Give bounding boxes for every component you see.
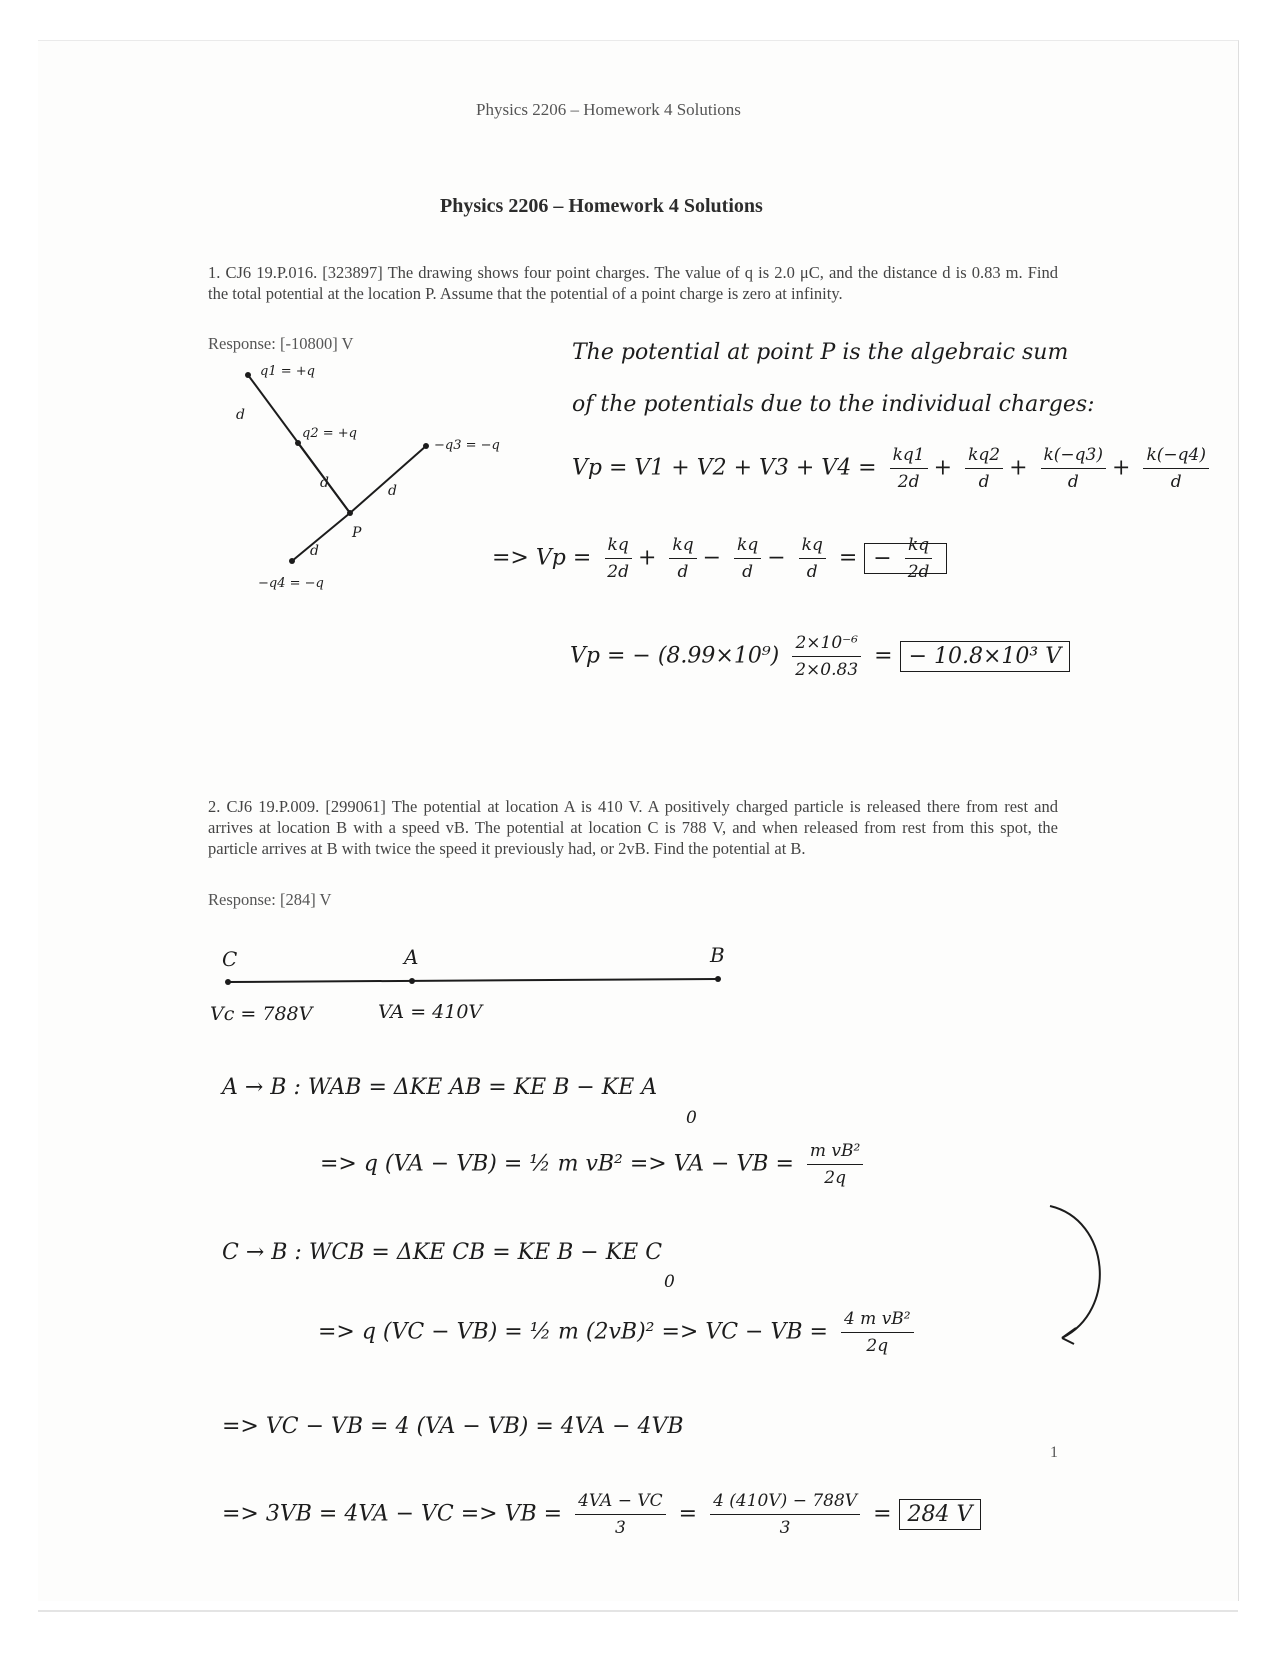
cab-line-diagram <box>210 940 750 1040</box>
problem-1-response: Response: [-10800] V <box>208 334 354 353</box>
problem-2-answer-box: 284 V <box>899 1499 982 1530</box>
page-title: Physics 2206 – Homework 4 Solutions <box>440 195 763 217</box>
sol1-line2: of the potentials due to the individual charges: <box>572 392 1095 417</box>
label-q4: −q4 = −q <box>258 576 324 591</box>
page-number: 1 <box>1050 1444 1058 1461</box>
sol2-step5: => VC − VB = 4 (VA − VB) = 4VA − 4VB <box>222 1414 684 1439</box>
charges-diagram <box>230 364 500 605</box>
label-q2: q2 = +q <box>302 426 357 441</box>
label-va: VA = 410V <box>378 1001 483 1023</box>
label-c: C <box>222 947 238 971</box>
label-d-4: d <box>310 543 319 559</box>
label-b: B <box>710 943 725 967</box>
label-a: A <box>404 945 419 969</box>
running-header: Physics 2206 – Homework 4 Solutions <box>476 100 741 119</box>
sol1-eq3: Vp = − (8.99×10⁹) $\frac{\text{2×10⁻⁶}}{2\times 0.83}$ = − 10.8×10³ V <box>570 630 1070 683</box>
label-p: P <box>352 525 362 541</box>
charge-q1-dot <box>245 372 251 378</box>
label-vc: Vc = 788V <box>210 1003 313 1025</box>
charge-q3-dot <box>423 443 429 449</box>
sol2-step1: A → B : WAB = ΔKE AB = KE B − KE A <box>222 1075 658 1100</box>
segment-q4-p <box>292 513 350 561</box>
sol2-step3: C → B : WCB = ΔKE CB = KE B − KE C <box>222 1240 663 1265</box>
problem-2-response: Response: [284] V <box>208 890 332 909</box>
point-a-dot <box>409 978 415 984</box>
sol2-step4: => q (VC − VB) = ½ m (2vB)² => VC − VB = $\frac{\text{4 m vB²}}{2q}$ <box>318 1306 920 1359</box>
label-q3: −q3 = −q <box>434 438 500 453</box>
label-d-2: d <box>320 475 329 491</box>
sol1-eq1: Vp = V1 + V2 + V3 + V4 = $\frac{kq1}{2d}$ + $\frac{kq2}{d}$ + $\frac{k(-q3)}{d}$ + $\frac{k(-q4)}{d}$ <box>572 442 1215 495</box>
problem-1-statement: 1. CJ6 19.P.016. [323897] The drawing shows four point charges. The value of q is 2.0 μC, and the distance d is 0.83 m. Find the total potential at the location P. Assume that the potential of a point charge is zero at infinity. <box>208 263 1058 303</box>
sol1-eq2: => Vp = $\frac{kq}{2d}$ + $\frac{kq}{d}$ − $\frac{kq}{d}$ − $\frac{kq}{d}$ = − $\frac{kq}{2d}$ <box>492 532 947 585</box>
sol2-step2: => q (VA − VB) = ½ m vB² => VA − VB = $\frac{\text{m vB²}}{2q}$ <box>320 1138 869 1191</box>
segment-q3-p <box>350 446 426 513</box>
problem-2-statement: 2. CJ6 19.P.009. [299061] The potential at location A is 410 V. A positively charged particle is released there from rest and arrives at location B with a speed vB. The potential at location C is 788 V, and when released from rest from this spot, the particle arrives at B with twice the speed it previously had, or 2vB. Find the potential at B. <box>208 797 1058 858</box>
sol2-step3-zero: 0 <box>664 1272 675 1292</box>
page-bottom-edge <box>38 1610 1238 1612</box>
charge-q4-dot <box>289 558 295 564</box>
substitution-arrow-icon <box>1040 1200 1120 1350</box>
point-p-dot <box>347 510 353 516</box>
sol2-step6: => 3VB = 4VA − VC => VB = $\frac{4VA - VC}{3}$ = $\frac{4 (410V) - 788V}{3}$ = 284 V <box>222 1488 981 1541</box>
cab-line <box>228 979 718 982</box>
charge-q2-dot <box>295 440 301 446</box>
problem-1-answer-box: − 10.8×10³ V <box>900 641 1071 672</box>
sol2-step1-zero: 0 <box>686 1108 697 1128</box>
label-d-3: d <box>388 483 397 499</box>
point-c-dot <box>225 979 231 985</box>
label-q1: q1 = +q <box>260 364 315 379</box>
label-d-1: d <box>236 407 245 423</box>
sol1-line1: The potential at point P is the algebraic sum <box>572 340 1069 365</box>
point-b-dot <box>715 976 721 982</box>
